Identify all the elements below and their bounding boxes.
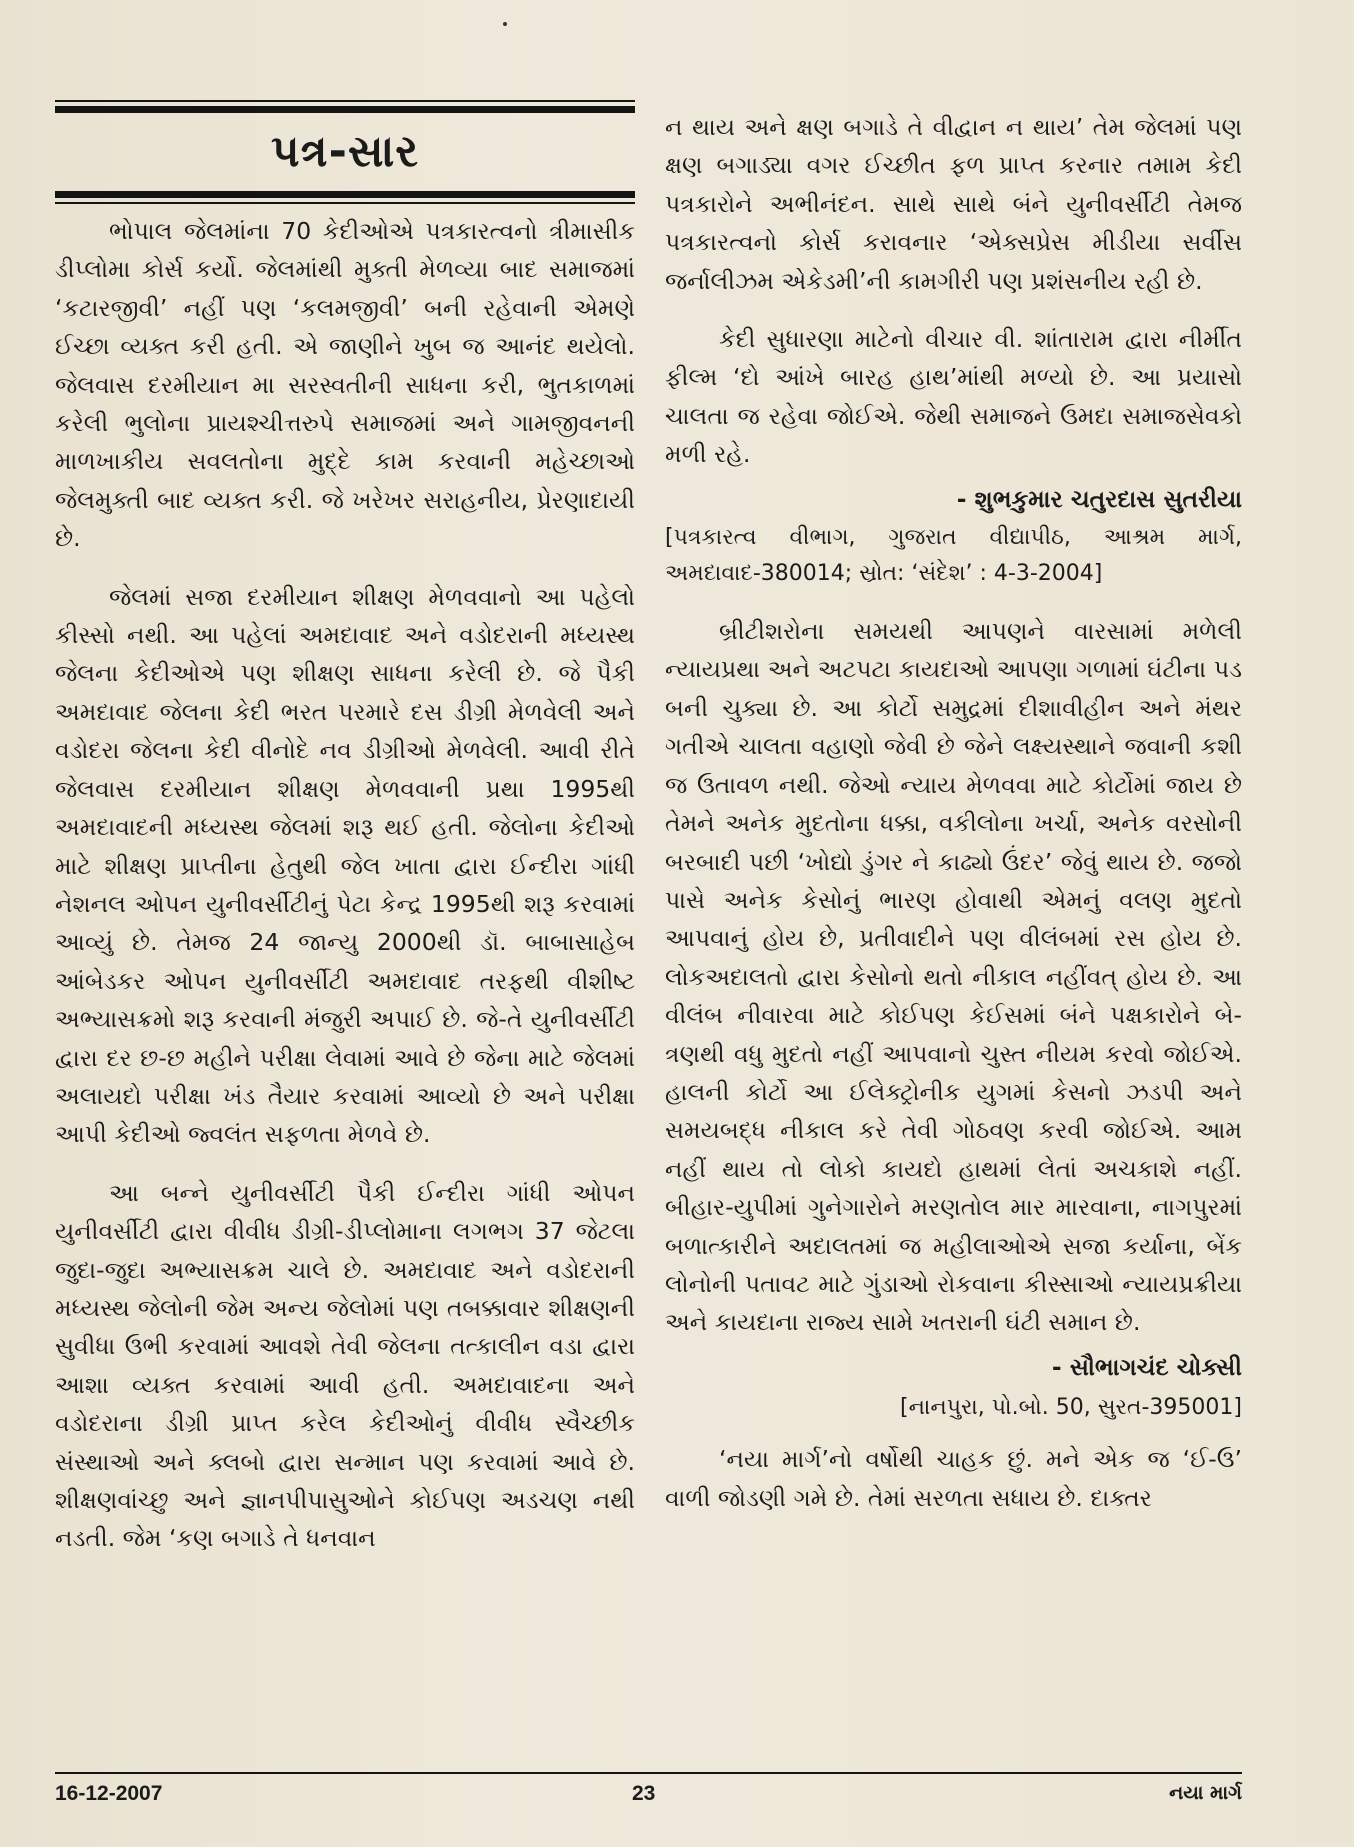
- author-signature: - શુભકુમાર ચતુરદાસ સુતરીયા: [956, 484, 1242, 513]
- section-title: પત્ર-સાર: [270, 126, 420, 177]
- author-address: [પત્રકારત્વ વીભાગ, ગુજરાત વીદ્યાપીઠ, આશ્રમ માર્ગ, અમદાવાદ-380014; સ્રોત: ‘સંદેશ’ : 4-3-2004]: [665, 525, 1242, 587]
- heading-rule-top-thin: [55, 100, 635, 102]
- footer-date: 16-12-2007: [55, 1782, 163, 1805]
- article-paragraph: ‘નયા માર્ગ’નો વર્ષોથી ચાહક છું. મને એક જ ‘ઈ-ઉ’ વાળી જોડણી ગમે છે. તેમાં સરળતા સધાય છે. દાક્તર: [665, 1445, 1242, 1512]
- article-paragraph: કેદી સુધારણા માટેનો વીચાર વી. શાંતારામ દ્વારા નીર્મીત ફીલ્મ ‘દો આંખે બારહ હાથ’માંથી મળ્યો છે. આ પ્રયાસો ચાલતા જ રહેવા જોઈએ. જેથી સમાજને ઉમદા સમાજસેવકો મળી રહે.: [665, 325, 1242, 469]
- article-paragraph: જેલમાં સજા દરમીયાન શીક્ષણ મેળવવાનો આ પહેલો કીસ્સો નથી. આ પહેલાં અમદાવાદ અને વડોદરાની મધ્યસ્થ જેલના કેદીઓએ પણ શીક્ષણ સાધના કરેલી છે. જે પૈકી અમદાવાદ જેલના કેદી ભરત પરમારે દસ ડીગ્રી મેળવેલી અને વડોદરા જેલના કેદી વીનોદે નવ ડીગ્રીઓ મેળવેલી. આવી રીતે જેલવાસ દરમીયાન શીક્ષણ મેળવવાની પ્રથા 1995થી અમદાવાદની મધ્યસ્થ જેલમાં શરૂ થઈ હતી. જેલોના કેદીઓ માટે શીક્ષણ પ્રાપ્તીના હેતુથી જેલ ખાતા દ્વારા ઈન્દીરા ગાંધી નેશનલ ઓપન યુનીવર્સીટીનું પેટા કેન્દ્ર 1995થી શરૂ કરવામાં આવ્યું છે. તેમજ 24 જાન્યુ 2000થી ડૉ. બાબાસાહેબ આંબેડકર ઓપન યુનીવર્સીટી અમદાવાદ તરફથી વીશીષ્ટ અભ્યાસક્રમો શરૂ કરવાની મંજુરી અપાઈ છે. જે-તે યુનીવર્સીટી દ્વારા દર છ-છ મહીને પરીક્ષા લેવામાં આવે છે જેના માટે જેલમાં અલાયદો પરીક્ષા ખંડ તૈયાર કરવામાં આવ્યો છે અને પરીક્ષા આપી કેદીઓ જ્વલંત સફળતા મેળવે છે.: [55, 582, 635, 1149]
- page-number: 23: [632, 1782, 656, 1805]
- footer-rule: [55, 1772, 1242, 1774]
- section-heading: [55, 100, 635, 204]
- right-column: [665, 108, 1242, 1517]
- heading-rule-bottom-thick: [55, 191, 635, 198]
- article-paragraph: બ્રીટીશરોના સમયથી આપણને વારસામાં મળેલી ન્યાયપ્રથા અને અટપટા કાયદાઓ આપણા ગળામાં ઘંટીના પડ બની ચુક્યા છે. આ કોર્ટો સમુદ્રમાં દીશાવીહીન અને મંથર ગતીએ ચાલતા વહાણો જેવી છે જેને લક્ષ્યસ્થાને જવાની કશી જ ઉતાવળ નથી. જેઓ ન્યાય મેળવવા માટે કોર્ટોમાં જાય છે તેમને અનેક મુદતોના ધક્કા, વકીલોના ખર્ચા, અનેક વરસોની બરબાદી પછી ‘ખોદ્યો ડુંગર ને કાઢ્યો ઉંદર’ જેવું થાય છે. જજો પાસે અનેક કેસોનું ભારણ હોવાથી એમનું વલણ મુદતો આપવાનું હોય છે, પ્રતીવાદીને પણ વીલંબમાં રસ હોય છે. લોકઅદાલતો દ્વારા કેસોનો થતો નીકાલ નહીંવત્ હોય છે. આ વીલંબ નીવારવા માટે કોઈપણ કેઈસમાં બંને પક્ષકારોને બે-ત્રણથી વધુ મુદતો નહીં આપવાનો ચુસ્ત નીયમ કરવો જોઈએ. હાલની કોર્ટો આ ઈલેક્ટ્રોનીક યુગમાં કેસનો ઝડપી અને સમયબદ્ધ નીકાલ કરે તેવી ગોઠવણ કરવી જોઈએ. આમ નહીં થાય તો લોકો કાયદો હાથમાં લેતાં અચકાશે નહીં. બીહાર-યુપીમાં ગુનેગારોને મરણતોલ માર મારવાના, નાગપુરમાં બળાત્કારીને અદાલતમાં જ મહીલાઓએ સજા કર્યાના, બેંક લોનોની પતાવટ માટે ગુંડાઓ રોકવાના કીસ્સાઓ ન્યાયપ્રક્રીયા અને કાયદાના રાજ્ય સામે ખતરાની ઘંટી સમાન છે.: [665, 617, 1242, 1337]
- print-speck: [503, 22, 507, 26]
- heading-rule-top-thick: [55, 106, 635, 113]
- author-signature: - સૌભાગચંદ ચોક્સી: [1051, 1352, 1242, 1381]
- article-continuation: ન થાય અને ક્ષણ બગાડે તે વીદ્વાન ન થાય’ તેમ જેલમાં પણ ક્ષણ બગાડ્યા વગર ઈચ્છીત ફળ પ્રાપ્ત કરનાર તમામ કેદી પત્રકારોને અભીનંદન. સાથે સાથે બંને યુનીવર્સીટી તેમજ પત્રકારત્વનો કોર્સ કરાવનાર ‘એક્સપ્રેસ મીડીયા સર્વીસ જર્નાલીઝમ એકેડમી’ની કામગીરી પણ પ્રશંસનીય રહી છે.: [665, 113, 1242, 295]
- article-paragraph: ભોપાલ જેલમાંના 70 કેદીઓએ પત્રકારત્વનો ત્રીમાસીક ડીપ્લોમા કોર્સ કર્યો. જેલમાંથી મુક્તી મેળવ્યા બાદ સમાજમાં ‘કટારજીવી’ નહીં પણ ‘કલમજીવી’ બની રહેવાની એમણે ઈચ્છા વ્યક્ત કરી હતી. એ જાણીને ખુબ જ આનંદ થયેલો. જેલવાસ દરમીયાન મા સરસ્વતીની સાધના કરી, ભુતકાળમાં કરેલી ભુલોના પ્રાયશ્ચીત્તરુપે સમાજમાં અને ગામજીવનની માળખાકીય સવલતોના મુદ્દે કામ કરવાની મહેચ્છાઓ જેલમુક્તી બાદ વ્યક્ત કરી. જે ખરેખર સરાહનીય, પ્રેરણાદાયી છે.: [55, 217, 635, 553]
- journal-name: નયા માર્ગ: [1169, 1782, 1242, 1804]
- left-column: [55, 100, 635, 1558]
- heading-rule-bottom-thin: [55, 202, 635, 204]
- article-paragraph: આ બન્ને યુનીવર્સીટી પૈકી ઈન્દીરા ગાંધી ઓપન યુનીવર્સીટી દ્વારા વીવીધ ડીગ્રી-ડીપ્લોમાના લગભગ 37 જેટલા જુદા-જુદા અભ્યાસક્રમ ચાલે છે. અમદાવાદ અને વડોદરાની મધ્યસ્થ જેલોની જેમ અન્ય જેલોમાં પણ તબક્કાવાર શીક્ષણની સુવીધા ઉભી કરવામાં આવશે તેવી જેલના તત્કાલીન વડા દ્વારા આશા વ્યક્ત કરવામાં આવી હતી. અમદાવાદના અને વડોદરાના ડીગ્રી પ્રાપ્ત કરેલ કેદીઓનું વીવીધ સ્વૈચ્છીક સંસ્થાઓ અને ક્લબો દ્વારા સન્માન પણ કરવામાં આવે છે. શીક્ષણવાંચ્છુ અને જ્ઞાનપીપાસુઓને કોઈપણ અડચણ નથી નડતી. જેમ ‘કણ બગાડે તે ધનવાન: [55, 1178, 635, 1553]
- author-address: [નાનપુરા, પો.બો. 50, સુરત-395001]: [900, 1395, 1242, 1421]
